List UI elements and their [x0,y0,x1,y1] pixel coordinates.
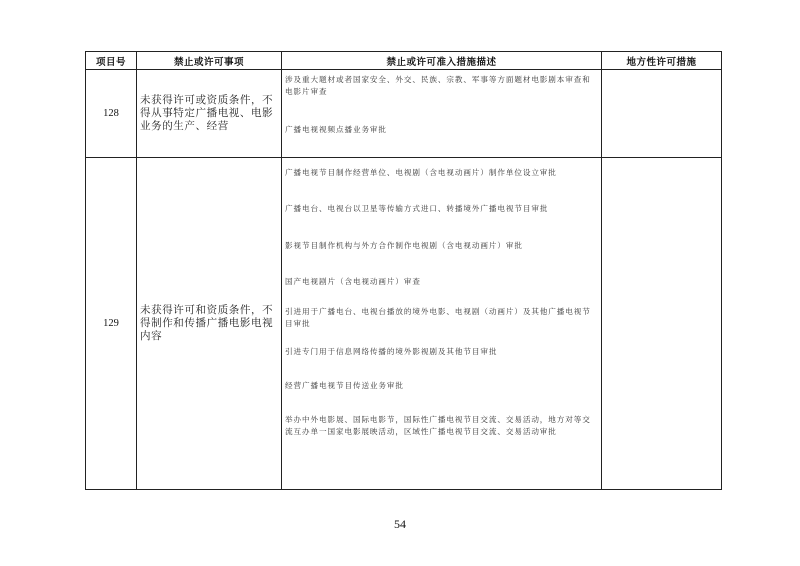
header-measure-description: 禁止或许可准入措施描述 [282,52,602,70]
measure-text: 广播电视节目制作经营单位、电视剧（含电视动画片）制作单位设立审批 [285,168,557,177]
row-matter: 未获得许可或资质条件，不得从事特定广播电视、电影业务的生产、经营 [137,70,282,158]
row-measures [282,70,602,158]
measure-text: 引进专门用于信息网络传播的境外影视剧及其他节目审批 [285,347,498,356]
row-local-measures [602,158,722,490]
table-header-row [86,52,722,70]
measure-text: 引进用于广播电台、电视台播放的境外电影、电视剧（动画片）及其他广播电视节目审批 [285,307,591,328]
row-number: 129 [86,158,137,490]
row-local-measures [602,70,722,158]
row-matter: 未获得许可和资质条件，不得制作和传播广播电影电视内容 [137,158,282,490]
regulation-table [85,51,722,490]
table-row [86,70,722,158]
measure-text: 影视节目制作机构与外方合作制作电视剧（含电视动画片）审批 [285,241,523,250]
header-matter: 禁止或许可事项 [137,52,282,70]
measure-text: 广播电视视频点播业务审批 [285,125,387,134]
row-measures [282,158,602,490]
table-row [86,158,722,490]
page-number: 54 [394,517,406,531]
header-local-measures: 地方性许可措施 [602,52,722,70]
measure-text: 广播电台、电视台以卫星等传输方式进口、转播境外广播电视节目审批 [285,204,549,213]
header-item-number: 项目号 [86,52,137,70]
measure-text: 涉及重大题材或者国家安全、外交、民族、宗教、军事等方面题材电影剧本审查和电影片审查 [285,75,591,96]
measure-text: 举办中外电影展、国际电影节，国际性广播电视节目交流、交易活动，地方对等交流互办单一国家电影展映活动，区域性广播电视节目交流、交易活动审批 [285,415,591,436]
measure-text: 国产电视剧片（含电视动画片）审查 [285,277,421,286]
measure-text: 经营广播电视节目传送业务审批 [285,381,404,390]
row-number: 128 [86,70,137,158]
